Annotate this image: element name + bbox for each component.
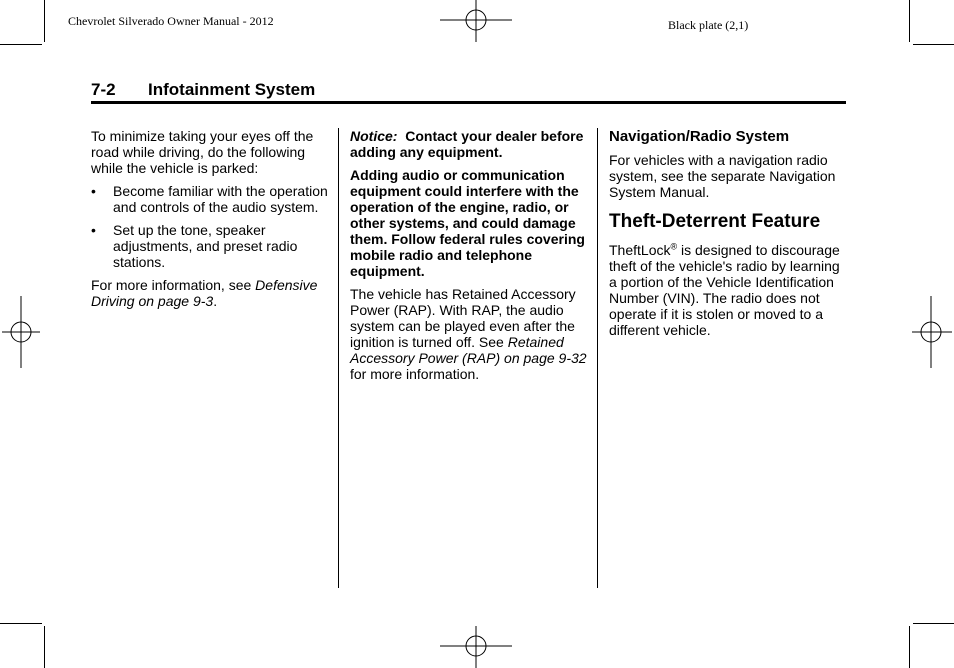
crop-mark xyxy=(913,623,954,624)
more-info-paragraph xyxy=(91,277,331,309)
crop-mark xyxy=(0,44,42,45)
notice-label: Notice: xyxy=(350,128,398,144)
bullet-text: Become familiar with the operation and controls of the audio system. xyxy=(113,183,328,215)
notice-paragraph xyxy=(350,128,592,160)
column-1 xyxy=(91,128,331,316)
crop-mark xyxy=(913,44,954,45)
section-title: Infotainment System xyxy=(148,80,316,99)
column-divider xyxy=(597,128,598,588)
bullet-text: Set up the tone, speaker adjustments, and preset radio stations. xyxy=(113,222,298,270)
list-item xyxy=(91,183,331,215)
intro-paragraph: To minimize taking your eyes off the road while driving, do the following while the vehicle is parked: xyxy=(91,128,314,176)
crop-mark xyxy=(44,626,45,668)
rap-text: The vehicle has Retained Accessory Power (RAP). With RAP, the audio system can be played even after the ignition is turned off. See xyxy=(350,286,576,350)
more-info-prefix: For more information, see xyxy=(91,277,256,293)
column-2 xyxy=(350,128,592,389)
crop-mark xyxy=(909,0,910,42)
bullet-icon: • xyxy=(91,222,96,238)
column-3 xyxy=(609,128,849,345)
crop-mark xyxy=(0,623,42,624)
warning-paragraph: Adding audio or communication equipment could interfere with the operation of the engine, radio, or other systems, and could damage them. Follow federal rules covering mobile radio and telephone equipment. xyxy=(350,167,585,279)
registration-mark-left xyxy=(0,296,44,370)
section-number: 7-2 xyxy=(91,80,116,99)
registration-mark-bottom xyxy=(440,622,516,668)
manual-title: Chevrolet Silverado Owner Manual - 2012 xyxy=(68,14,274,28)
nav-radio-paragraph: For vehicles with a navigation radio system, see the separate Navigation System Manual. xyxy=(609,152,836,200)
theft-text: is designed to discourage theft of the vehicle's radio by learning a portion of the Vehicle Identification Number (VIN). The radio does not operate if it is stolen or moved to a different vehicle. xyxy=(609,242,840,338)
bullet-icon: • xyxy=(91,183,96,199)
more-info-suffix: . xyxy=(213,293,218,309)
rap-paragraph xyxy=(350,286,592,382)
theft-deterrent-heading: Theft-Deterrent Feature xyxy=(609,211,821,232)
registration-mark-right xyxy=(910,296,954,370)
registered-mark: ® xyxy=(670,241,678,252)
section-rule xyxy=(91,101,846,104)
registration-mark-top xyxy=(440,0,516,44)
crop-mark xyxy=(909,626,910,668)
defensive-driving-link[interactable]: Defensive Driving on page 9-3 xyxy=(91,277,318,309)
theft-paragraph xyxy=(609,242,849,338)
list-item xyxy=(91,222,331,270)
nav-radio-heading: Navigation/Radio System xyxy=(609,128,790,145)
rap-link[interactable]: Retained Accessory Power (RAP) on page 9-32 xyxy=(350,334,587,366)
theftlock-brand: TheftLock xyxy=(609,242,671,258)
rap-suffix: for more information. xyxy=(350,366,480,382)
crop-mark xyxy=(44,0,45,42)
plate-label: Black plate (2,1) xyxy=(668,18,749,32)
notice-text: Contact your dealer before adding any equipment. xyxy=(350,128,584,160)
section-heading xyxy=(91,80,315,100)
column-divider xyxy=(338,128,339,588)
